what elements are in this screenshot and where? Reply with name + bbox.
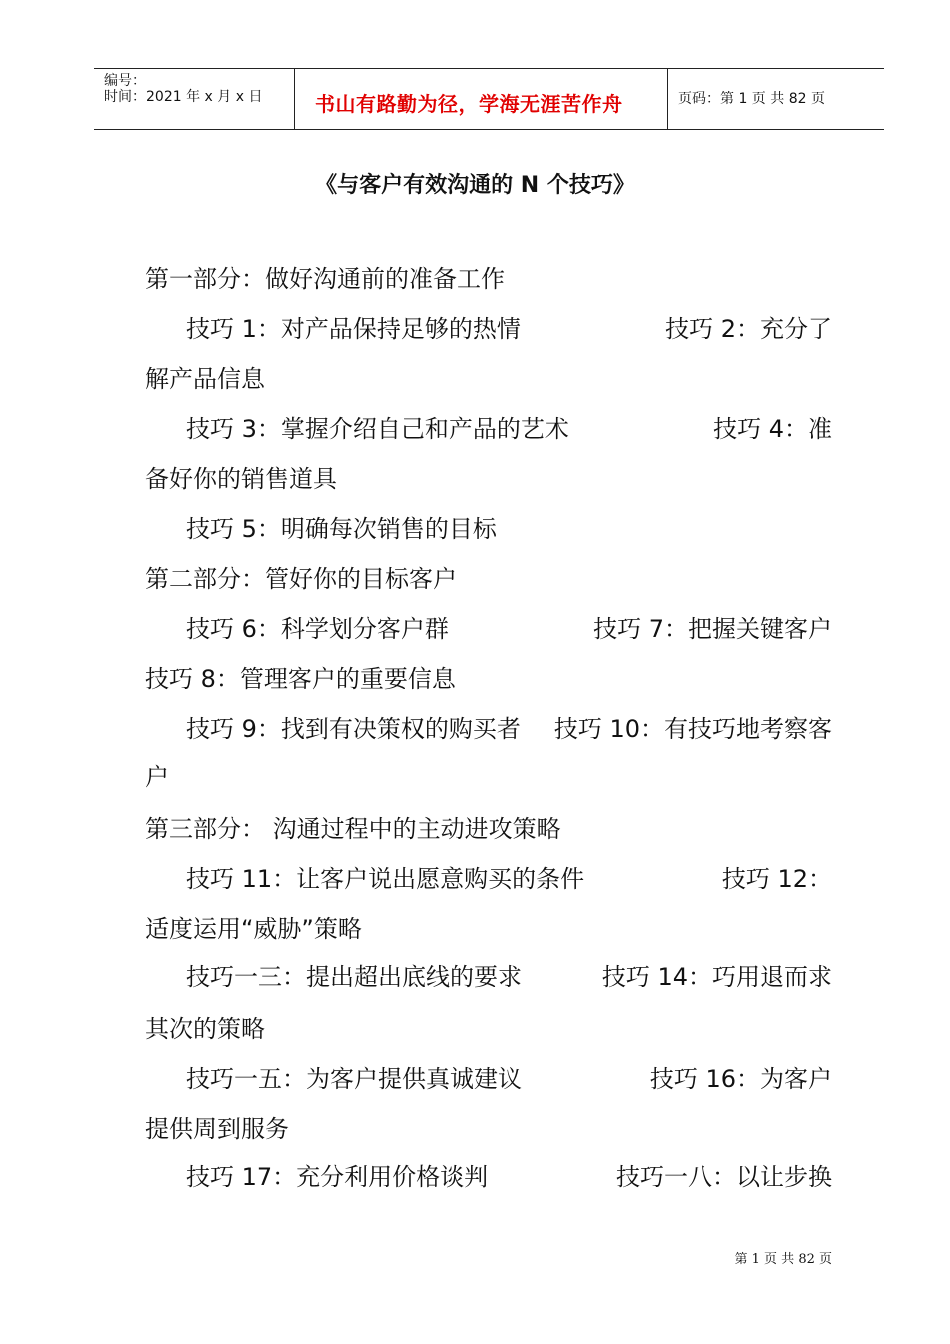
section-heading: 第二部分：管好你的目标客户: [145, 565, 457, 593]
document-number-label: 编号：: [104, 73, 146, 89]
header-page-number: 页码：第 1 页 共 82 页: [678, 91, 825, 107]
tip-item: 技巧 6：科学划分客户群: [186, 615, 449, 643]
section-heading: 第一部分：做好沟通前的准备工作: [145, 265, 505, 293]
tip-item: 技巧 7：把握关键客户: [593, 615, 832, 643]
tip-item: 技巧 10：有技巧地考察客: [553, 715, 832, 743]
tip-item: 技巧 1：对产品保持足够的热情: [186, 315, 521, 343]
document-header: [94, 68, 884, 130]
header-motto-cell: [295, 69, 668, 129]
document-date: 时间：2021 年 x 月 x 日: [104, 89, 263, 105]
tip-item-continuation: 适度运用“威胁”策略: [145, 915, 362, 943]
tip-item: 技巧 9：找到有决策权的购买者: [186, 715, 521, 743]
tip-item: 技巧 3：掌握介绍自己和产品的艺术: [186, 415, 569, 443]
tip-item-continuation: 备好你的销售道具: [145, 465, 337, 493]
page-footer: 第 1 页 共 82 页: [734, 1252, 832, 1267]
tip-item: 技巧一三：提出超出底线的要求: [186, 963, 522, 991]
section-heading: 第三部分： 沟通过程中的主动进攻策略: [145, 815, 561, 843]
tip-item: 技巧 12：: [721, 865, 832, 893]
tip-item: 技巧 14：巧用退而求: [601, 963, 832, 991]
tip-item: 技巧 17：充分利用价格谈判: [186, 1163, 489, 1191]
tip-item: 技巧一八：以让步换: [616, 1163, 832, 1191]
header-meta-cell: [94, 69, 295, 129]
tip-item: 技巧 2：充分了: [665, 315, 832, 343]
header-motto: 书山有路勤为径，学海无涯苦作舟: [315, 92, 623, 116]
tip-item-continuation: 其次的策略: [145, 1015, 265, 1043]
tip-item-continuation: 户: [145, 763, 169, 791]
document-title: 《与客户有效沟通的 N 个技巧》: [315, 173, 635, 198]
header-page-cell: [668, 69, 884, 129]
tip-item: 技巧 8：管理客户的重要信息: [145, 665, 456, 693]
tip-item: 技巧 5：明确每次销售的目标: [186, 515, 497, 543]
tip-item-continuation: 解产品信息: [145, 365, 265, 393]
tip-item: 技巧一五：为客户提供真诚建议: [186, 1065, 522, 1093]
tip-item: 技巧 4：准: [713, 415, 832, 443]
tip-item-continuation: 提供周到服务: [145, 1115, 289, 1143]
tip-item: 技巧 11：让客户说出愿意购买的条件: [186, 865, 585, 893]
tip-item: 技巧 16：为客户: [649, 1065, 832, 1093]
